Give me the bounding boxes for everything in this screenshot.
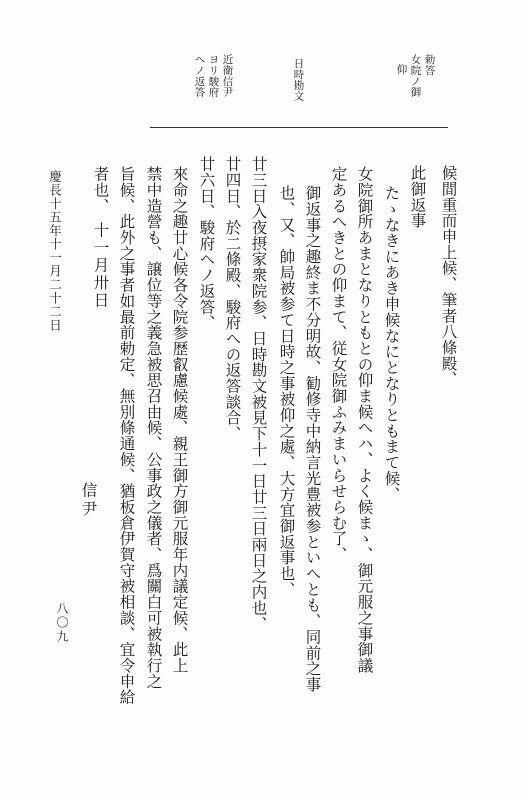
date-line: 十一月卅日 <box>91 222 110 310</box>
body-column-8: 廿三日入夜摂家衆院参、日時勘文被見下十一日廿三日兩日之内也、 <box>249 156 268 632</box>
footer-date: 慶長十五年十一月二十二日 <box>47 170 63 332</box>
body-column-10: 廿六日、駿府へノ返答、 <box>197 156 216 331</box>
body-column-5: 定あるへきとの仰まて、従女院御ふみまいらせらむ了、 <box>329 166 348 563</box>
note-line: 勅答 <box>423 54 436 76</box>
page-number: 八〇九 <box>55 602 69 644</box>
body-column-3: たゝなきにあき申候なにとなりともまて候、 <box>382 185 401 502</box>
note-line: ヨリ駿府 <box>207 54 220 98</box>
body-column-13: 旨候、此外之事者如最前勅定、無別條通候、猶板倉伊賀守被相談、宜令申給 <box>117 166 136 705</box>
body-column-14: 者也、 <box>91 166 110 214</box>
note-line: 近衛信尹 <box>221 54 234 98</box>
note-line: 女院ノ御 <box>409 54 422 98</box>
header-notes-area <box>150 42 448 128</box>
body-column-7: 也、又、帥局被参て日時之事被仰之處、大方宜御返事也、 <box>277 185 296 598</box>
body-column-1: 候間重而申上候、筆者八條殿、 <box>439 165 458 387</box>
signature: 信尹 <box>79 482 98 519</box>
body-column-4: 女院御所あまとなりともとの仰ま候へハ、よく候まゝ、御元服之事御議 <box>355 166 374 674</box>
body-column-11: 來命之趣廿心候各令院参歴叡慮候處、親王御方御元服年内議定候、此上 <box>170 166 189 674</box>
body-column-12: 禁中造營も、譲位等之義急被思召由候、公事政之儀者、爲關白可被執行之 <box>144 166 163 690</box>
note-line: 仰 <box>395 64 408 75</box>
header-note-date-document: 日時勘文 <box>292 58 305 102</box>
note-line: ヘノ返答 <box>193 54 206 98</box>
body-column-2: 此御返事 <box>408 165 427 229</box>
body-column-9: 廿四日、於二條殿、駿府への返答談合、 <box>223 156 242 442</box>
body-column-6: 御返事之趣終ま不分明故、勧修寺中納言光豊被参といへとも、同前之事 <box>303 185 322 693</box>
